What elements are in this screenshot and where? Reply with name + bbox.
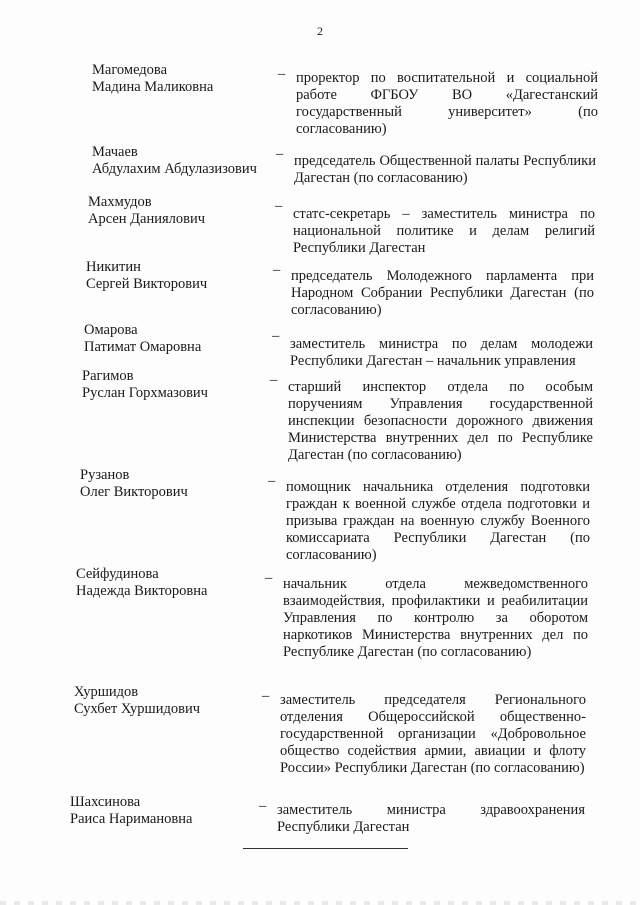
role-description: заместитель министра по делам молодежи Республики Дагестан – начальник управления [290, 336, 593, 369]
dash: – [268, 473, 276, 489]
given-name: Сухбет Хуршидович [74, 701, 200, 717]
role-description: старший инспектор отдела по особым поручениям Управления государственной инспекции безопасности дорожного движения Министерства внутренних дел по Республике Дагестан (по согласованию) [288, 379, 593, 463]
person-name [76, 566, 207, 600]
surname: Махмудов [88, 194, 152, 210]
person-name [92, 144, 257, 178]
given-name: Сергей Викторович [86, 276, 208, 292]
given-name: Руслан Горхмазович [82, 385, 208, 401]
given-name: Арсен Даниялович [88, 211, 206, 227]
person-name [82, 368, 208, 402]
closing-rule [243, 848, 408, 849]
person-name [70, 794, 192, 828]
dash: – [272, 328, 280, 344]
dash: – [276, 146, 284, 162]
page-number: 2 [317, 24, 323, 38]
dash: – [278, 66, 286, 82]
dash: – [262, 688, 270, 704]
surname: Шахсинова [70, 794, 141, 810]
person-name [74, 684, 200, 718]
role-description: проректор по воспитательной и социальной работе ФГБОУ ВО «Дагестанский государственный университет» (по согласованию) [296, 70, 598, 137]
surname: Никитин [86, 259, 141, 275]
dash: – [265, 570, 273, 586]
dash: – [275, 198, 283, 214]
person-name [80, 467, 188, 501]
role-description: статс-секретарь – заместитель министра по национальной политике и делам религий Республики Дагестан [293, 206, 595, 256]
given-name: Надежда Викторовна [76, 583, 208, 599]
surname: Магомедова [92, 62, 168, 78]
given-name: Абдулахим Абдулазизович [92, 161, 257, 177]
role-description: председатель Общественной палаты Республики Дагестан (по согласованию) [294, 153, 596, 186]
surname: Хуршидов [74, 684, 139, 700]
role-description: помощник начальника отделения подготовки граждан к военной службе отдела подготовки и призыва граждан на военную службу Военного комиссариата Республики Дагестан (по согласованию) [286, 479, 590, 563]
role-description: заместитель министра здравоохранения Республики Дагестан [277, 802, 585, 835]
scan-edge [0, 901, 640, 905]
given-name: Олег Викторович [80, 484, 188, 500]
person-name [88, 194, 205, 228]
given-name: Патимат Омаровна [84, 339, 202, 355]
surname: Омарова [84, 322, 138, 338]
dash: – [259, 798, 267, 814]
given-name: Раиса Наримановна [70, 811, 193, 827]
dash: – [273, 262, 281, 278]
person-name [92, 62, 213, 96]
role-description: заместитель председателя Регионального отделения Общероссийской общественно-государственной организации «Добровольное общество содействия армии, авиации и флоту России» Республики Дагестан (по согласованию) [280, 692, 586, 776]
given-name: Мадина Маликовна [92, 79, 214, 95]
surname: Сейфудинова [76, 566, 159, 582]
surname: Рузанов [80, 467, 130, 483]
person-name [86, 259, 207, 293]
role-description: председатель Молодежного парламента при Народном Собрании Республики Дагестан (по согласованию) [291, 268, 594, 318]
surname: Мачаев [92, 144, 138, 160]
dash: – [270, 372, 278, 388]
surname: Рагимов [82, 368, 134, 384]
person-name [84, 322, 201, 356]
role-description: начальник отдела межведомственного взаимодействия, профилактики и реабилитации Управления по контролю за оборотом наркотиков Министерства внутренних дел по Республике Дагестан (по согласованию) [283, 576, 588, 660]
